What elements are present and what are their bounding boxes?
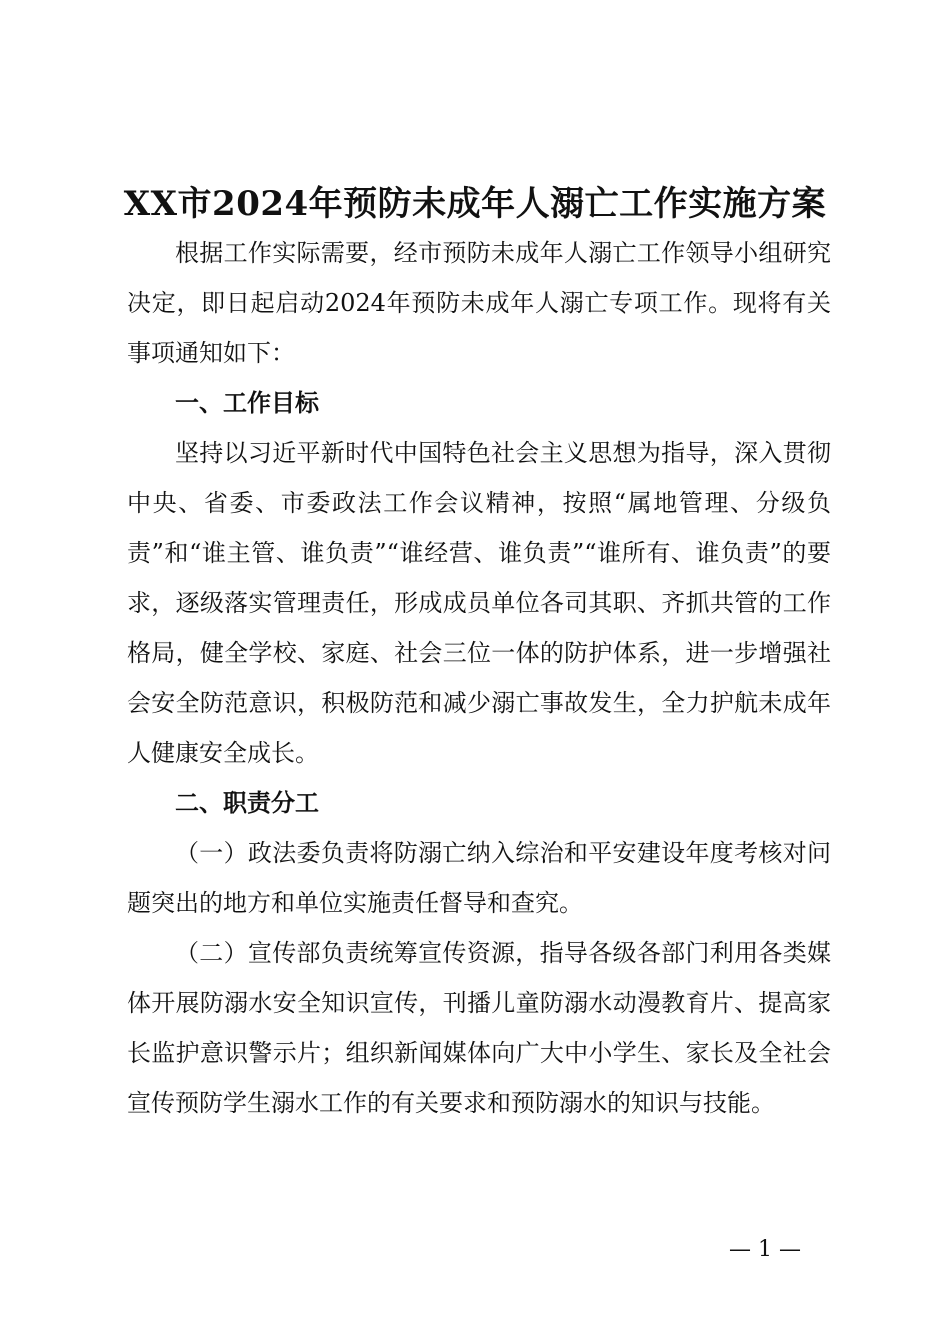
document-title: XX市2024年预防未成年人溺亡工作实施方案 xyxy=(123,184,827,224)
duty-item-publicity-department: （二）宣传部负责统筹宣传资源，指导各级各部门利用各类媒体开展防溺水安全知识宣传，刊播儿童防溺水动漫教育片、提高家长监护意识警示片；组织新闻媒体向广大中小学生、家长及全社会宣传预防学生溺水工作的有关要求和预防溺水的知识与技能。 xyxy=(127,939,831,1117)
document-body xyxy=(127,228,831,1128)
duty-item-politics-committee: （一）政法委负责将防溺亡纳入综治和平安建设年度考核对问题突出的地方和单位实施责任督导和查究。 xyxy=(127,839,831,917)
page-number: — 1 — xyxy=(729,1237,801,1262)
section-heading-goals: 一、工作目标 xyxy=(175,389,319,417)
intro-paragraph: 根据工作实际需要，经市预防未成年人溺亡工作领导小组研究决定，即日起启动2024年预防未成年人溺亡专项工作。现将有关事项通知如下： xyxy=(127,239,831,367)
goals-paragraph: 坚持以习近平新时代中国特色社会主义思想为指导，深入贯彻中央、省委、市委政法工作会议精神，按照“属地管理、分级负责”和“谁主管、谁负责”“谁经营、谁负责”“谁所有、谁负责”的要求，逐级落实管理责任，形成成员单位各司其职、齐抓共管的工作格局，健全学校、家庭、社会三位一体的防护体系，进一步增强社会安全防范意识，积极防范和减少溺亡事故发生，全力护航未成年人健康安全成长。 xyxy=(127,439,831,767)
section-heading-duties: 二、职责分工 xyxy=(175,789,319,817)
